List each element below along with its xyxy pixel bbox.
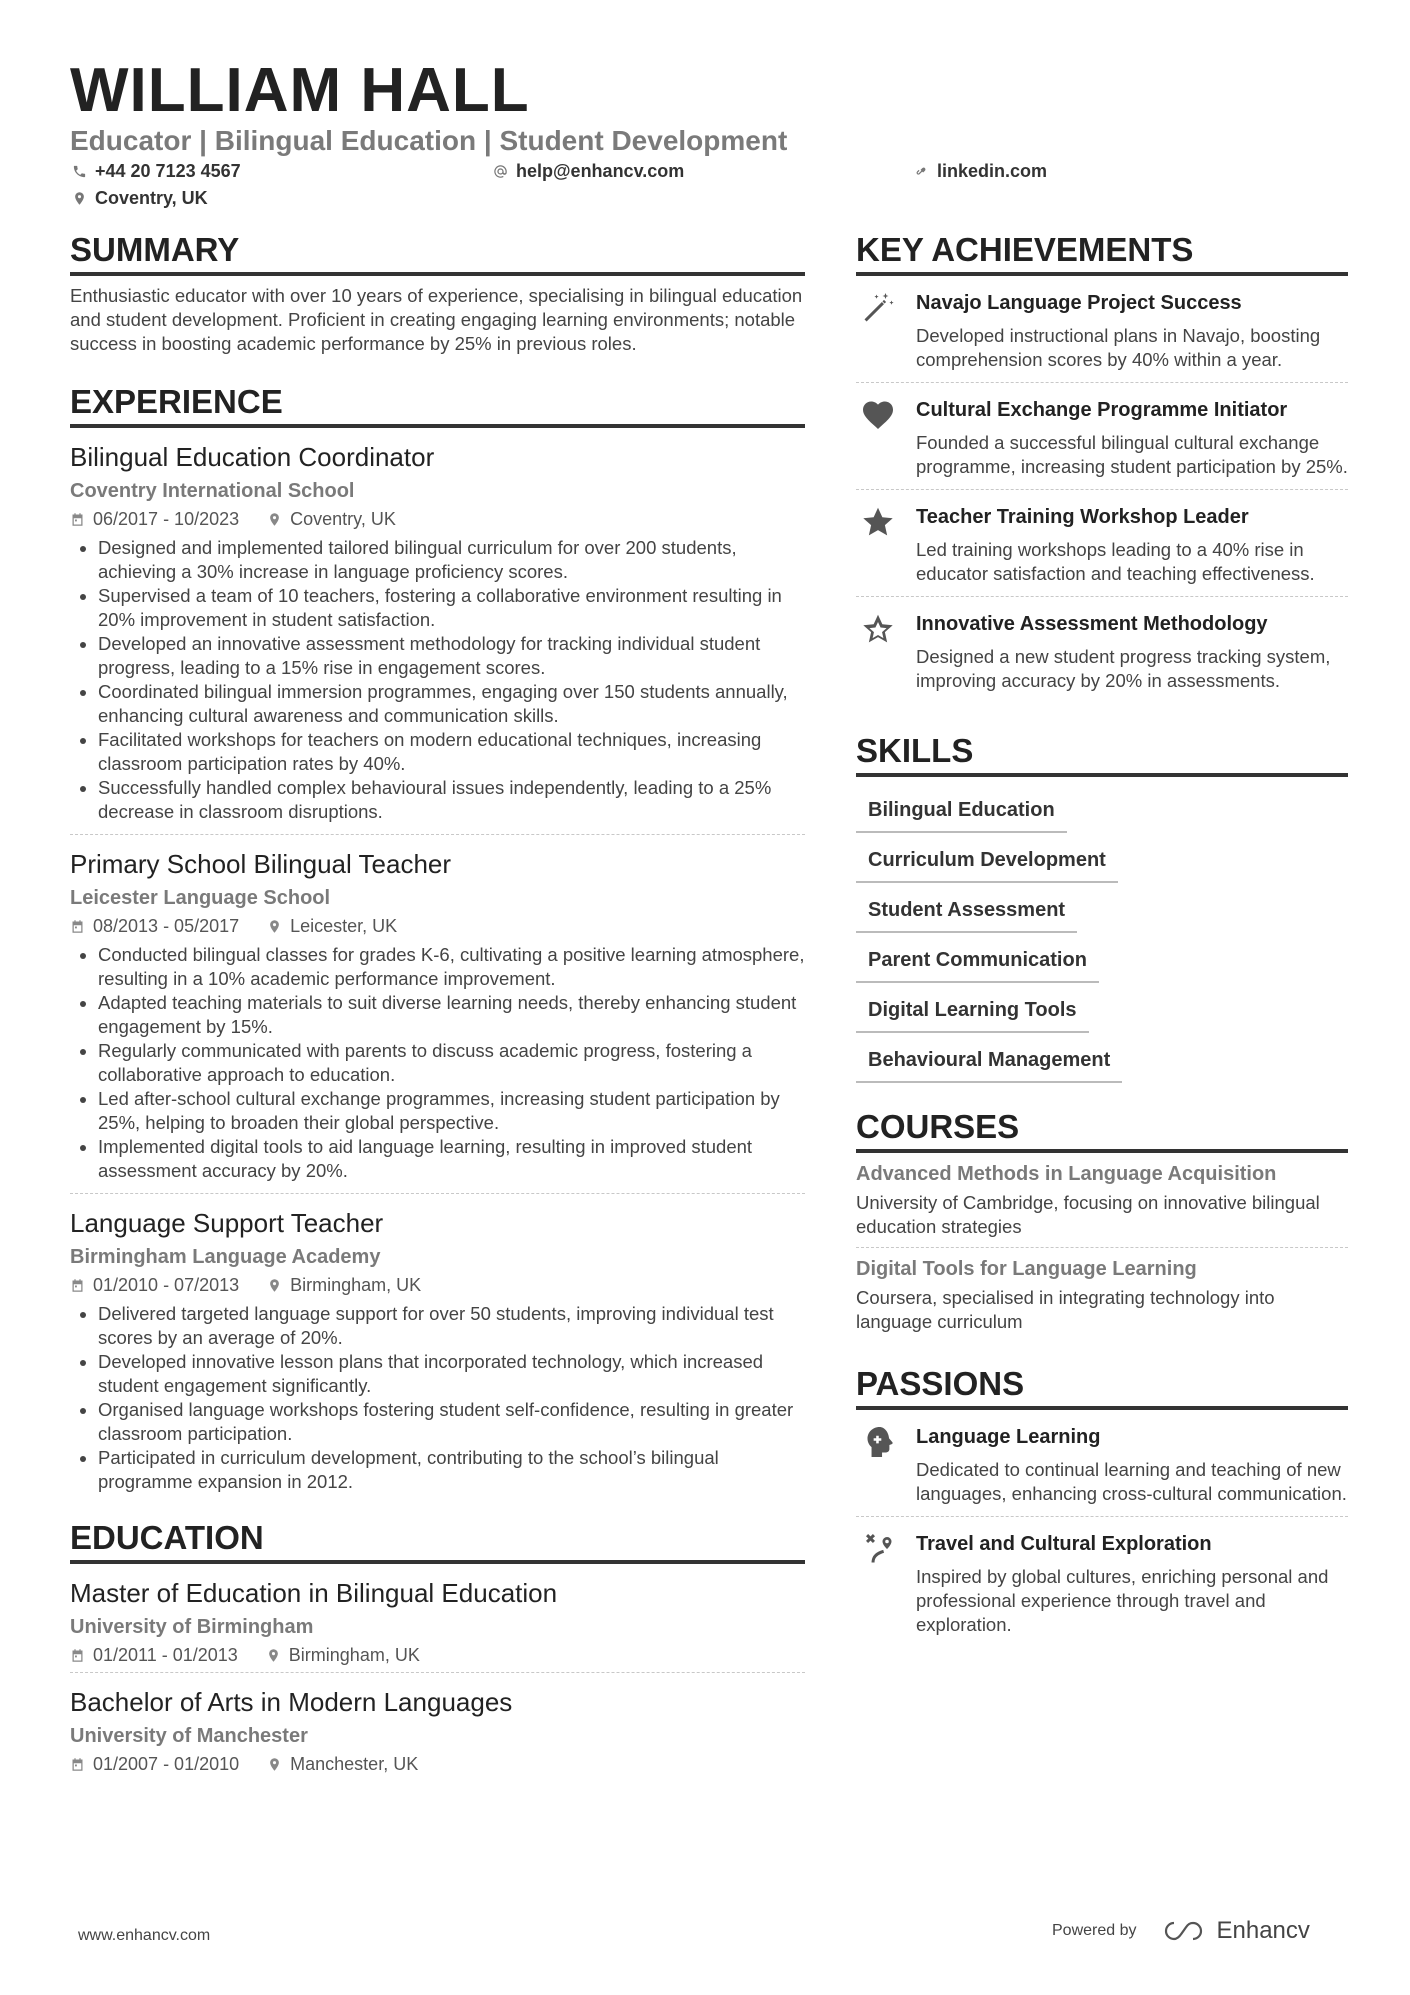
job-meta: [70, 1274, 805, 1296]
brand-name: Enhancv: [1216, 1917, 1310, 1944]
achievement-desc: Designed a new student progress tracking system, improving accuracy by 20% in assessments.: [916, 646, 1331, 691]
course-title: Advanced Methods in Language Acquisition: [856, 1163, 1277, 1185]
skill-tag: Digital Learning Tools: [856, 989, 1089, 1033]
bullet: • Conducted bilingual classes for grades K-6, cultivating a positive learning atmosphere, resulting in a 10% academic performance improvement.: [98, 943, 805, 991]
course-item: [856, 1153, 1348, 1248]
skill-tag: Student Assessment: [856, 889, 1077, 933]
achievement-icon-wrap: [856, 611, 900, 693]
education-heading: EDUCATION: [70, 1518, 805, 1564]
achievement-item: [856, 276, 1348, 383]
courses-section: [856, 1107, 1348, 1342]
passion-body: [916, 1424, 1348, 1506]
location-pin-icon: [267, 919, 282, 934]
education-section: [70, 1518, 805, 1781]
school-name: University of Manchester: [70, 1725, 308, 1747]
bullet: • Successfully handled complex behavioural issues independently, leading to a 25% decrease in classroom disruptions.: [98, 776, 805, 824]
job-location: [267, 1274, 421, 1296]
job-dates-text: 08/2013 - 05/2017: [93, 916, 240, 936]
location-pin-icon: [266, 1648, 281, 1663]
company-name: Coventry International School: [70, 480, 355, 502]
link-icon: [914, 164, 929, 179]
contact-email[interactable]: [493, 160, 684, 182]
education-dates-text: 01/2011 - 01/2013: [93, 1645, 238, 1665]
job-meta: [70, 508, 805, 530]
achievement-desc: Founded a successful bilingual cultural exchange programme, increasing student participation by 25%.: [916, 432, 1348, 477]
bullet: • Developed innovative lesson plans that incorporated technology, which increased student engagement significantly.: [98, 1350, 805, 1398]
job-bullets: [70, 536, 805, 824]
achievements-heading: KEY ACHIEVEMENTS: [856, 230, 1348, 276]
job-location: [267, 508, 396, 530]
route-icon: [860, 1531, 896, 1567]
job-title: Bilingual Education Coordinator: [70, 442, 435, 472]
bullet: • Regularly communicated with parents to discuss academic progress, fostering a collaborative approach to education.: [98, 1039, 805, 1087]
achievement-body: [916, 611, 1348, 693]
calendar-icon: [70, 512, 85, 527]
bullet: • Organised language workshops fostering student self-confidence, resulting in greater classroom participation.: [98, 1398, 805, 1446]
courses-heading: COURSES: [856, 1107, 1348, 1153]
job-dates-text: 01/2010 - 07/2013: [93, 1275, 240, 1295]
passion-title: Language Learning: [916, 1426, 1101, 1448]
experience-heading: EXPERIENCE: [70, 382, 805, 428]
powered-by-text: Powered by: [1052, 1922, 1137, 1939]
bullet: • Led after-school cultural exchange programmes, increasing student participation by 25%, helping to broaden their global perspective.: [98, 1087, 805, 1135]
job-location-text: Coventry, UK: [290, 509, 396, 529]
phone-icon: [72, 164, 87, 179]
skills-list: [856, 777, 1348, 1083]
job-bullets: [70, 943, 805, 1183]
experience-item: [70, 428, 805, 835]
experience-item: [70, 835, 805, 1194]
skill-tag: Parent Communication: [856, 939, 1099, 983]
course-desc: University of Cambridge, focusing on innovative bilingual education strategies: [856, 1192, 1320, 1237]
skill-tag: Bilingual Education: [856, 789, 1067, 833]
education-item: [70, 1673, 805, 1781]
experience-section: [70, 382, 805, 1504]
passion-icon-wrap: [856, 1424, 900, 1506]
summary-section: [70, 230, 805, 356]
calendar-icon: [70, 1278, 85, 1293]
location-text: Coventry, UK: [95, 188, 208, 208]
achievements-section: [856, 230, 1348, 703]
location-pin-icon: [267, 1757, 282, 1772]
course-title: Digital Tools for Language Learning: [856, 1258, 1197, 1280]
star-icon: [860, 504, 896, 540]
location-pin-icon: [267, 1278, 282, 1293]
achievement-body: [916, 290, 1348, 372]
calendar-icon: [70, 1648, 85, 1663]
summary-heading: SUMMARY: [70, 230, 805, 276]
degree-title: Bachelor of Arts in Modern Languages: [70, 1687, 513, 1717]
contact-phone: [72, 160, 241, 182]
skills-section: [856, 731, 1348, 1083]
education-item: [70, 1564, 805, 1673]
contact-linkedin[interactable]: [914, 160, 1047, 182]
footer-website[interactable]: www.enhancv.com: [78, 1927, 211, 1944]
achievement-desc: Led training workshops leading to a 40% rise in educator satisfaction and teaching effectiveness.: [916, 539, 1315, 584]
company-name: Birmingham Language Academy: [70, 1246, 381, 1268]
achievement-title: Navajo Language Project Success: [916, 292, 1242, 314]
achievement-icon-wrap: [856, 397, 900, 479]
bullet: • Designed and implemented tailored bilingual curriculum for over 200 students, achieving a 30% increase in language proficiency scores.: [98, 536, 805, 584]
at-icon: [493, 164, 508, 179]
candidate-title: Educator | Bilingual Education | Student Development: [70, 125, 788, 156]
job-dates: [70, 508, 239, 530]
calendar-icon: [70, 919, 85, 934]
skill-tag: Curriculum Development: [856, 839, 1118, 883]
passion-title: Travel and Cultural Exploration: [916, 1533, 1212, 1555]
education-meta: [70, 1644, 805, 1666]
achievement-title: Cultural Exchange Programme Initiator: [916, 399, 1288, 421]
passion-desc: Dedicated to continual learning and teaching of new languages, enhancing cross-cultural communication.: [916, 1459, 1347, 1504]
achievement-title: Innovative Assessment Methodology: [916, 613, 1268, 635]
achievement-item: [856, 597, 1348, 703]
summary-text: Enthusiastic educator with over 10 years of experience, specialising in bilingual education and student development. Proficient in creating engaging learning environments; notable success in boosting academic performance by 25% in previous roles.: [70, 285, 803, 354]
linkedin-text[interactable]: linkedin.com: [937, 161, 1048, 181]
passion-item: [856, 1517, 1348, 1647]
location-pin-icon: [72, 191, 87, 206]
job-title: Primary School Bilingual Teacher: [70, 849, 452, 879]
experience-item: [70, 1194, 805, 1504]
heart-icon: [860, 397, 896, 433]
bullet: • Facilitated workshops for teachers on modern educational techniques, increasing classroom participation rates by 40%.: [98, 728, 805, 776]
course-item: [856, 1248, 1348, 1342]
bullet: • Supervised a team of 10 teachers, fostering a collaborative environment resulting in 20% improvement in student satisfaction.: [98, 584, 805, 632]
skill-tag: Behavioural Management: [856, 1039, 1122, 1083]
degree-title: Master of Education in Bilingual Education: [70, 1578, 558, 1608]
email-text[interactable]: help@enhancv.com: [516, 161, 685, 181]
location-pin-icon: [267, 512, 282, 527]
education-location-text: Birmingham, UK: [288, 1645, 420, 1665]
passion-desc: Inspired by global cultures, enriching personal and professional experience through travel and exploration.: [916, 1566, 1329, 1635]
bullet: • Adapted teaching materials to suit diverse learning needs, thereby enhancing student engagement by 15%.: [98, 991, 805, 1039]
contact-location: [72, 187, 208, 209]
course-desc: Coursera, specialised in integrating technology into language curriculum: [856, 1287, 1275, 1332]
education-location: [267, 1753, 418, 1775]
passions-section: [856, 1364, 1348, 1647]
education-meta: [70, 1753, 805, 1775]
head-brain-icon: [860, 1424, 896, 1460]
bullet: • Implemented digital tools to aid language learning, resulting in improved student assessment accuracy by 20%.: [98, 1135, 805, 1183]
education-dates: [70, 1644, 238, 1666]
passions-heading: PASSIONS: [856, 1364, 1348, 1410]
school-name: University of Birmingham: [70, 1616, 314, 1638]
job-location: [267, 915, 397, 937]
bullet: • Delivered targeted language support for over 50 students, improving individual test scores by an average of 20%.: [98, 1302, 805, 1350]
passion-icon-wrap: [856, 1531, 900, 1637]
magic-wand-icon: [860, 290, 896, 326]
achievement-desc: Developed instructional plans in Navajo, boosting comprehension scores by 40% within a year.: [916, 325, 1321, 370]
left-column: [70, 230, 805, 1781]
job-location-text: Birmingham, UK: [290, 1275, 422, 1295]
education-dates-text: 01/2007 - 01/2010: [93, 1754, 240, 1774]
footer-branding: [1052, 1917, 1310, 1945]
job-location-text: Leicester, UK: [290, 916, 398, 936]
candidate-name: WILLIAM HALL: [70, 56, 530, 125]
achievement-body: [916, 504, 1348, 586]
job-title: Language Support Teacher: [70, 1208, 384, 1238]
job-bullets: [70, 1302, 805, 1494]
skills-heading: SKILLS: [856, 731, 1348, 777]
bullet: • Developed an innovative assessment methodology for tracking individual student progress, leading to a 15% rise in engagement scores.: [98, 632, 805, 680]
phone-text: +44 20 7123 4567: [95, 161, 241, 181]
passion-body: [916, 1531, 1348, 1637]
education-location: [266, 1644, 420, 1666]
right-column: [856, 230, 1348, 1647]
education-dates: [70, 1753, 239, 1775]
company-name: Leicester Language School: [70, 887, 331, 909]
education-location-text: Manchester, UK: [290, 1754, 419, 1774]
job-dates: [70, 1274, 239, 1296]
brand-logo[interactable]: [1163, 1917, 1310, 1945]
job-meta: [70, 915, 805, 937]
calendar-icon: [70, 1757, 85, 1772]
achievement-item: [856, 490, 1348, 597]
job-dates-text: 06/2017 - 10/2023: [93, 509, 240, 529]
achievement-icon-wrap: [856, 290, 900, 372]
passion-item: [856, 1410, 1348, 1517]
job-dates: [70, 915, 239, 937]
achievement-icon-wrap: [856, 504, 900, 586]
achievement-item: [856, 383, 1348, 490]
achievement-body: [916, 397, 1348, 479]
enhancv-logo-icon: [1163, 1919, 1209, 1943]
achievement-title: Teacher Training Workshop Leader: [916, 506, 1249, 528]
star-outline-icon: [860, 611, 896, 647]
bullet: • Participated in curriculum development, contributing to the school’s bilingual programme expansion in 2012.: [98, 1446, 805, 1494]
bullet: • Coordinated bilingual immersion programmes, engaging over 150 students annually, enhancing cultural awareness and communication skills.: [98, 680, 805, 728]
